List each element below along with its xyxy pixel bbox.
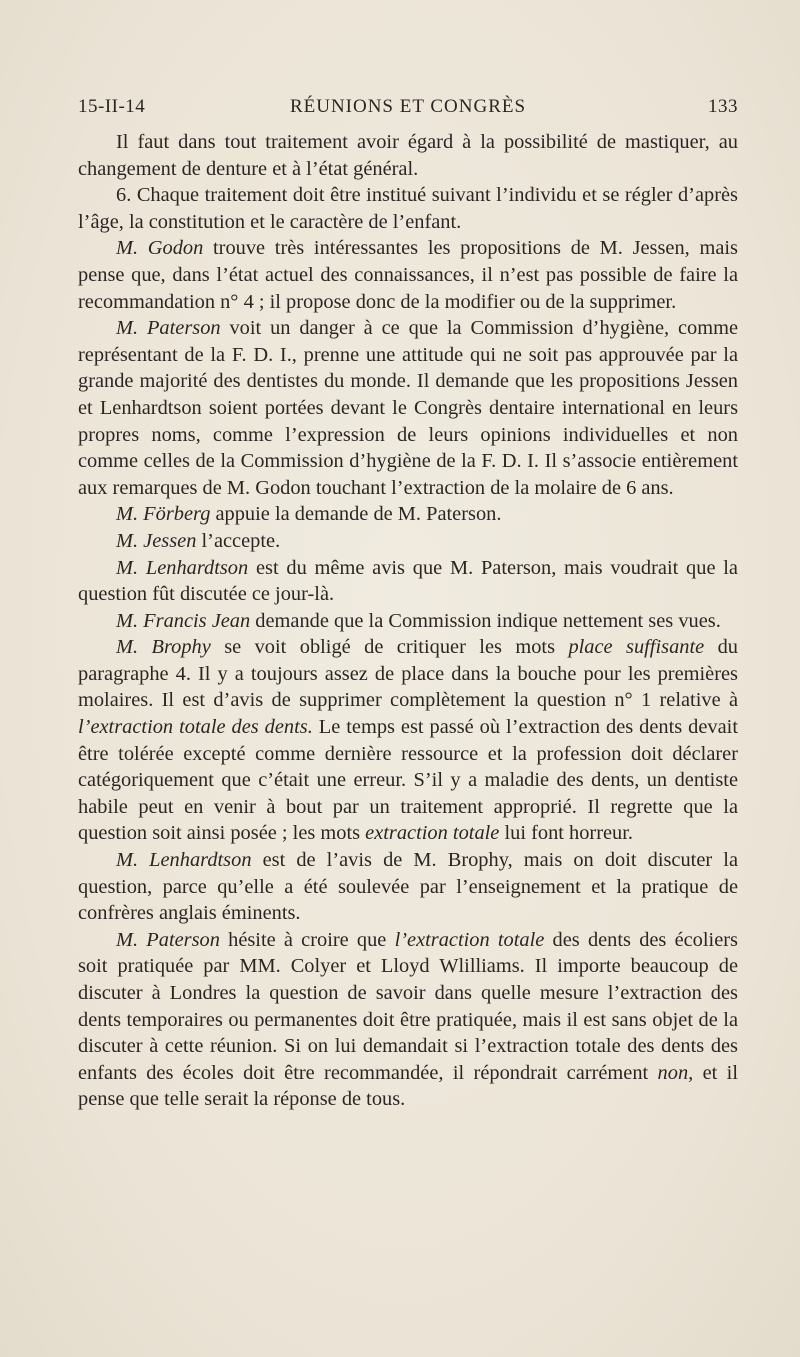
header-title: RÉUNIONS ET CONGRÈS: [289, 96, 527, 117]
text-run: trouve très intéressantes les propositions de M. Jessen, mais pense que, dans l’état actuel des connaissances, il n’est pas possible de faire la recommandation n° 4 ; il propose donc de la modifier ou de la supprimer.: [78, 237, 738, 313]
italic-text: l’extraction totale: [394, 928, 545, 951]
italic-text: M. Lenhardtson: [116, 556, 249, 579]
italic-text: M. Förberg: [116, 503, 211, 526]
text-run: lui font horreur.: [499, 822, 634, 845]
italic-text: M. Paterson: [116, 928, 220, 951]
italic-text: l’extraction totale des dents.: [78, 716, 313, 739]
paragraph: [78, 847, 738, 927]
text-run: des dents des écoliers soit pratiquée par MM. Colyer et Lloyd Wlilliams. Il importe beaucoup de discuter à Londres la question de savoir dans quelle mesure l’extraction des dents temporaires ou permanentes doit être pratiquée, mais il est sans objet de la discuter à cette réunion. Si on lui demandait si l’extraction totale des dents des enfants des écoles doit être recommandée, il répondrait carrément: [78, 928, 738, 1084]
italic-text: M. Paterson: [116, 317, 221, 340]
italic-text: non,: [657, 1061, 694, 1084]
text-run: demande que la Commission indique nettement ses vues.: [250, 609, 721, 632]
text-run: est du même avis que M. Paterson, mais voudrait que la question fût discutée ce jour-là.: [78, 556, 738, 606]
text-run: est de l’avis de M. Brophy, mais on doit discuter la question, parce qu’elle a été soulevée par l’enseignement et la pratique de confrères anglais éminents.: [78, 849, 738, 925]
paragraph: [78, 555, 738, 608]
text-run: Il faut dans tout traitement avoir égard à la possibilité de mastiquer, au changement de denture et à l’état général.: [78, 131, 738, 180]
text-run: appuie la demande de M. Paterson.: [210, 503, 502, 526]
text-run: se voit obligé de critiquer les mots: [210, 636, 569, 659]
paragraph: [78, 315, 738, 501]
italic-text: M. Jessen: [116, 529, 197, 552]
text-run: hésite à croire que: [219, 928, 395, 951]
paragraph: [78, 927, 738, 1113]
italic-text: M. Brophy: [116, 636, 211, 659]
page-number: 133: [708, 96, 738, 117]
italic-text: extraction totale: [365, 822, 500, 845]
paragraph: [78, 501, 738, 528]
paragraph: [78, 129, 738, 182]
text-run: 6. Chaque traitement doit être institué suivant l’individu et se régler d’après l’âge, la constitution et le caractère de l’enfant.: [78, 184, 738, 233]
paragraph: [78, 608, 738, 635]
italic-text: M. Godon: [116, 237, 204, 260]
text-run: voit un danger à ce que la Commission d’hygiène, comme représentant de la F. D. I., prenne une attitude qui ne soit pas approuvée par la grande majorité des dentistes du monde. Il demande que les propositions Jessen et Lenhardtson soient portées devant le Congrès dentaire international en leurs propres noms, comme l’expression de leurs opinions individuelles et non comme celles de la Commission d’hygiène de la F. D. I. Il s’associe entièrement aux remarques de M. Godon touchant l’extraction de la molaire de 6 ans.: [78, 317, 738, 499]
italic-text: M. Francis Jean: [116, 609, 251, 632]
italic-text: place suffisante: [568, 636, 705, 659]
text-run: du paragraphe 4. Il y a toujours assez de place dans la bouche pour les premières molaires. Il est d’avis de supprimer complètement la question n° 1 relative à: [78, 636, 738, 712]
paragraph: [78, 528, 738, 555]
header-date: 15-II-14: [78, 96, 146, 117]
running-head: [78, 96, 738, 122]
text-run: Le temps est passé où l’extraction des dents devait être tolérée excepté comme dernière ressource et la profession doit déclarer catégoriquement que c’était une erreur. S’il y a maladie des dents, un dentiste habile peut en venir à bout par un traitement approprié. Il regrette que la question soit ainsi posée ; les mots: [78, 716, 738, 845]
text-run: l’accepte.: [196, 529, 281, 552]
paragraph: [78, 235, 738, 315]
paragraph: [78, 634, 738, 847]
italic-text: M. Lenhardtson: [116, 849, 252, 872]
paragraph: [78, 182, 738, 235]
body-text: [78, 129, 738, 1113]
text-run: et il pense que telle serait la réponse de tous.: [78, 1061, 738, 1111]
